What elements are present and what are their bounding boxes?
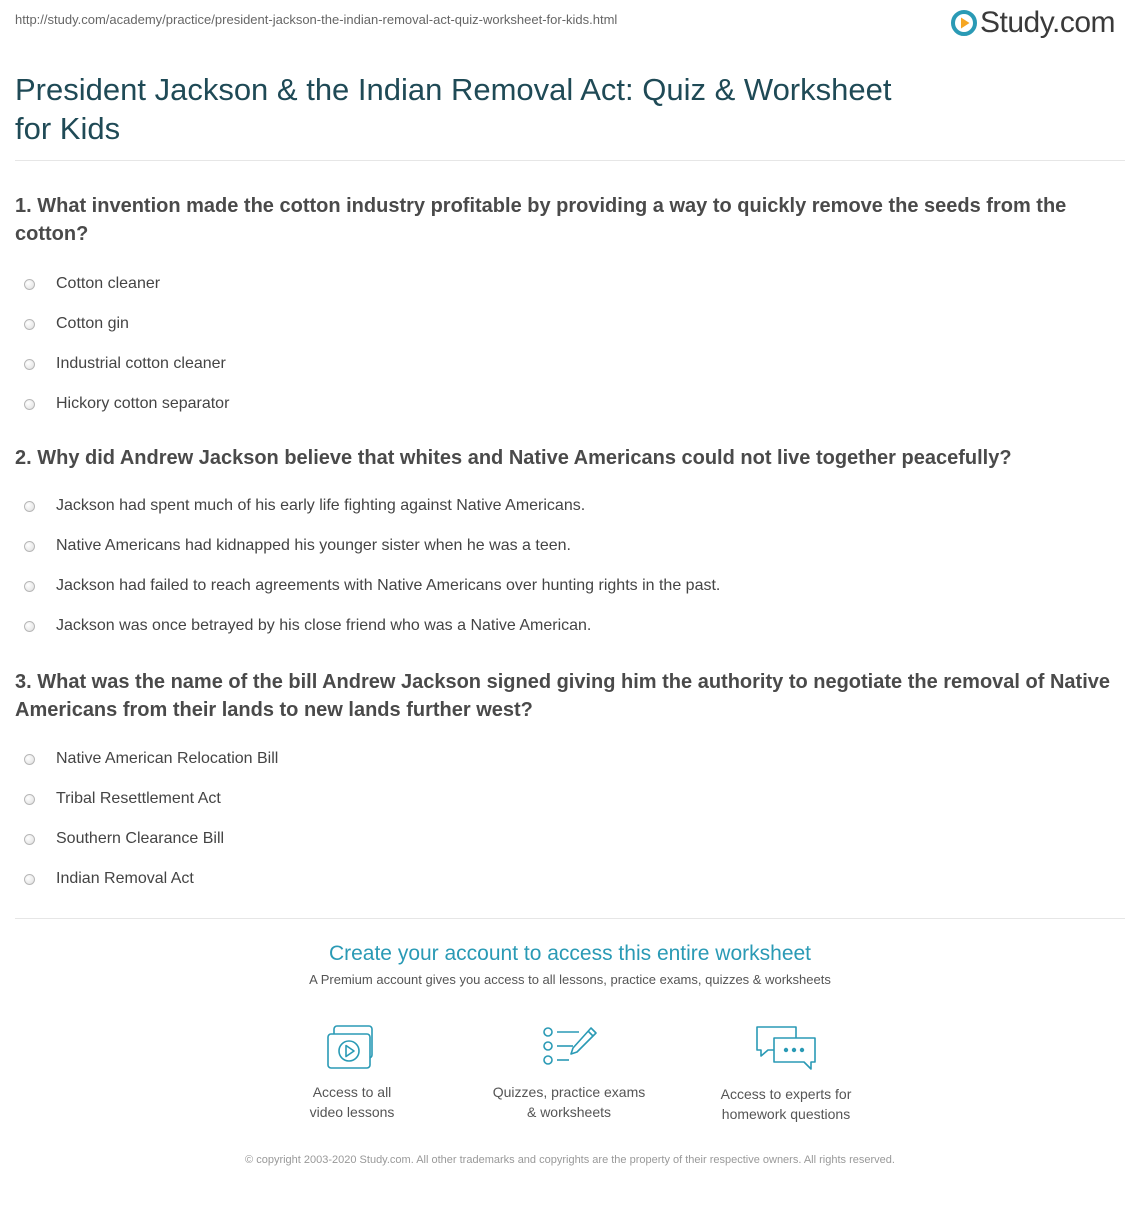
- chat-bubbles-icon: [754, 1024, 818, 1074]
- option-label: Industrial cotton cleaner: [56, 355, 226, 372]
- radio-button[interactable]: [24, 621, 35, 632]
- answer-option[interactable]: [15, 606, 1125, 646]
- page-url: http://study.com/academy/practice/president-jackson-the-indian-removal-act-quiz-worksheet-for-kids.html: [15, 12, 618, 27]
- radio-button[interactable]: [24, 754, 35, 765]
- answer-option[interactable]: [15, 304, 1125, 344]
- option-label: Native Americans had kidnapped his younger sister when he was a teen.: [56, 537, 571, 554]
- question-1: [15, 192, 1125, 424]
- option-label: Cotton cleaner: [56, 275, 161, 292]
- option-label: Hickory cotton separator: [56, 395, 230, 412]
- feature-quizzes: [479, 1024, 659, 1122]
- quiz-checklist-icon: [539, 1024, 599, 1072]
- answer-option[interactable]: [15, 384, 1125, 424]
- feature-label: Quizzes, practice exams & worksheets: [492, 1084, 646, 1120]
- radio-button[interactable]: [24, 541, 35, 552]
- study-logo[interactable]: [951, 6, 1115, 40]
- answer-option[interactable]: [15, 486, 1125, 526]
- top-bar: [15, 0, 1125, 52]
- radio-button[interactable]: [24, 399, 35, 410]
- cta-subtitle: A Premium account gives you access to all lessons, practice exams, quizzes & worksheets: [309, 972, 831, 987]
- answer-options: [15, 739, 1125, 899]
- question-text: 2. Why did Andrew Jackson believe that whites and Native Americans could not live together peacefully?: [15, 447, 1012, 469]
- radio-button[interactable]: [24, 874, 35, 885]
- option-label: Jackson had spent much of his early life fighting against Native Americans.: [56, 497, 586, 514]
- answer-options: [15, 264, 1125, 424]
- question-text: 1. What invention made the cotton industry profitable by providing a way to quickly remove the seeds from the cotton?: [15, 195, 1067, 245]
- answer-option[interactable]: [15, 819, 1125, 859]
- signup-callout: [0, 942, 1140, 987]
- option-label: Southern Clearance Bill: [56, 830, 225, 847]
- answer-option[interactable]: [15, 566, 1125, 606]
- answer-option[interactable]: [15, 779, 1125, 819]
- option-label: Indian Removal Act: [56, 870, 194, 887]
- question-2: [15, 444, 1125, 646]
- option-label: Native American Relocation Bill: [56, 750, 279, 767]
- radio-button[interactable]: [24, 359, 35, 370]
- answer-option[interactable]: [15, 739, 1125, 779]
- option-label: Tribal Resettlement Act: [56, 790, 221, 807]
- option-label: Jackson had failed to reach agreements with Native Americans over hunting rights in the past.: [56, 577, 721, 594]
- radio-button[interactable]: [24, 794, 35, 805]
- radio-button[interactable]: [24, 834, 35, 845]
- logo-text: Study.com: [980, 6, 1115, 39]
- title-divider: [15, 160, 1125, 161]
- answer-options: [15, 486, 1125, 646]
- radio-button[interactable]: [24, 279, 35, 290]
- create-account-link[interactable]: Create your account to access this entire worksheet: [328, 942, 812, 965]
- play-circle-icon: [951, 10, 977, 36]
- page-title: President Jackson & the Indian Removal Act: Quiz & Worksheet for Kids: [15, 72, 892, 146]
- question-3: [15, 668, 1125, 899]
- radio-button[interactable]: [24, 581, 35, 592]
- feature-label: Access to experts for homework questions: [720, 1086, 852, 1122]
- option-label: Cotton gin: [56, 315, 129, 332]
- copyright-notice: © copyright 2003-2020 Study.com. All other trademarks and copyrights are the property of their respective owners. All rights reserved.: [245, 1154, 895, 1166]
- content-divider: [15, 918, 1125, 919]
- option-label: Jackson was once betrayed by his close friend who was a Native American.: [56, 617, 592, 634]
- answer-option[interactable]: [15, 344, 1125, 384]
- radio-button[interactable]: [24, 319, 35, 330]
- question-text: 3. What was the name of the bill Andrew Jackson signed giving him the authority to negotiate the removal of Native Americans from their lands to new lands further west?: [15, 671, 1110, 721]
- feature-label: Access to all video lessons: [309, 1084, 395, 1120]
- radio-button[interactable]: [24, 501, 35, 512]
- feature-experts: [696, 1024, 876, 1124]
- answer-option[interactable]: [15, 264, 1125, 304]
- answer-option[interactable]: [15, 859, 1125, 899]
- feature-video-lessons: [262, 1024, 442, 1122]
- video-lesson-icon: [324, 1024, 380, 1072]
- answer-option[interactable]: [15, 526, 1125, 566]
